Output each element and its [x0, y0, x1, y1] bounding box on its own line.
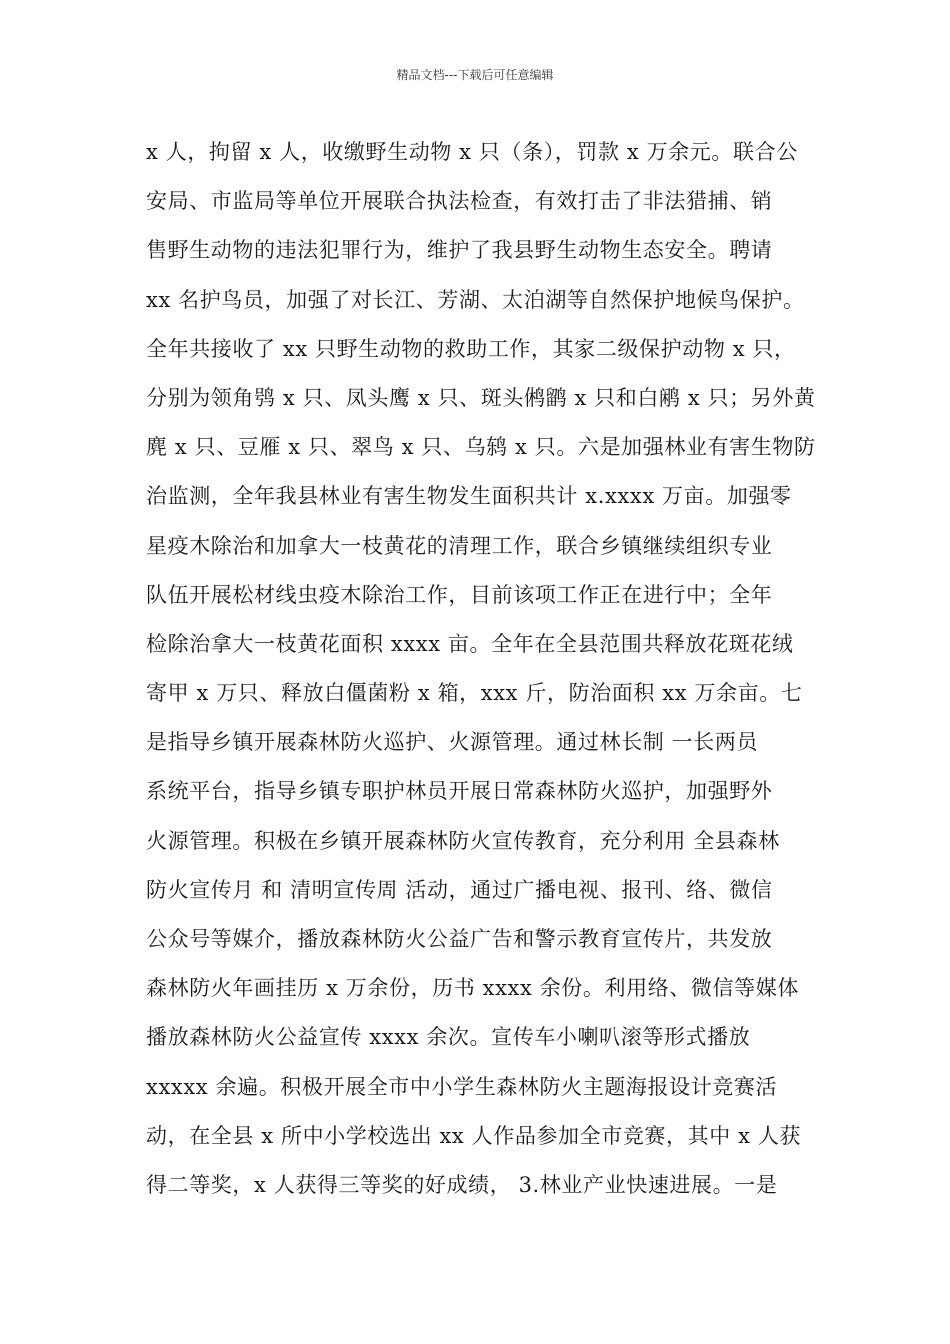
text-line: xxxxx 余遍。积极开展全市中小学生森林防火主题海报设计竞赛活: [146, 1074, 778, 1099]
text-line: 播放森林防火公益宣传 xxxx 余次。宣传车小喇叭滚等形式播放: [146, 1025, 751, 1050]
text-line: 治监测，全年我县林业有害生物发生面积共计 x.xxxx 万亩。加强零: [146, 484, 792, 509]
text-line: x 人，拘留 x 人，收缴野生动物 x 只（条），罚款 x 万余元。联合公: [146, 140, 798, 164]
text-line: 队伍开展松材线虫疫木除治工作，目前该项工作正在进行中；全年: [146, 582, 773, 607]
text-line: 售野生动物的违法犯罪行为，维护了我县野生动物生态安全。聘请: [146, 238, 773, 263]
text-line: 防火宣传月 和 清明宣传周 活动，通过广播电视、报刊、络、微信: [146, 877, 773, 902]
text-line: 火源管理。积极在乡镇开展森林防火宣传教育，充分利用 全县森林: [146, 828, 780, 853]
document-body: [146, 128, 816, 1210]
text-line: 全年共接收了 xx 只野生动物的救助工作，其家二级保护动物 x 只，: [146, 336, 796, 361]
text-line: 得二等奖，x 人获得三等奖的好成绩， 3.林业产业快速进展。一是: [146, 1172, 778, 1197]
text-line: 系统平台，指导乡镇专职护林员开展日常森林防火巡护，加强野外: [146, 779, 773, 804]
page-header: 精品文档---下载后可任意编辑: [396, 68, 554, 82]
text-line: 安局、市监局等单位开展联合执法检查，有效打击了非法猎捕、销: [146, 189, 773, 214]
text-line: 麂 x 只、豆雁 x 只、翠鸟 x 只、乌鸫 x 只。六是加强林业有害生物防: [146, 435, 816, 460]
text-line: xx 名护鸟员，加强了对长江、芳湖、太泊湖等自然保护地候鸟保护。: [146, 287, 805, 312]
text-line: 检除治拿大一枝黄花面积 xxxx 亩。全年在全县范围共释放花斑花绒: [146, 631, 794, 656]
text-line: 寄甲 x 万只、释放白僵菌粉 x 箱，xxx 斤，防治面积 xx 万余亩。七: [146, 681, 803, 706]
text-line: 是指导乡镇开展森林防火巡护、火源管理。通过林长制 一长两员: [146, 730, 759, 755]
text-line: 森林防火年画挂历 x 万余份，历书 xxxx 余份。利用络、微信等媒体: [146, 976, 799, 1001]
text-line: 分别为领角鸮 x 只、凤头鹰 x 只、斑头鸺鹠 x 只和白鹇 x 只；另外黄: [146, 385, 816, 410]
text-line: 星疫木除治和加拿大一枝黄花的清理工作，联合乡镇继续组织专业: [146, 533, 773, 558]
text-line: 公众号等媒介，播放森林防火公益广告和警示教育宣传片，共发放: [146, 927, 773, 951]
text-line: 动，在全县 x 所中小学校选出 xx 人作品参加全市竞赛，其中 x 人获: [146, 1123, 802, 1148]
